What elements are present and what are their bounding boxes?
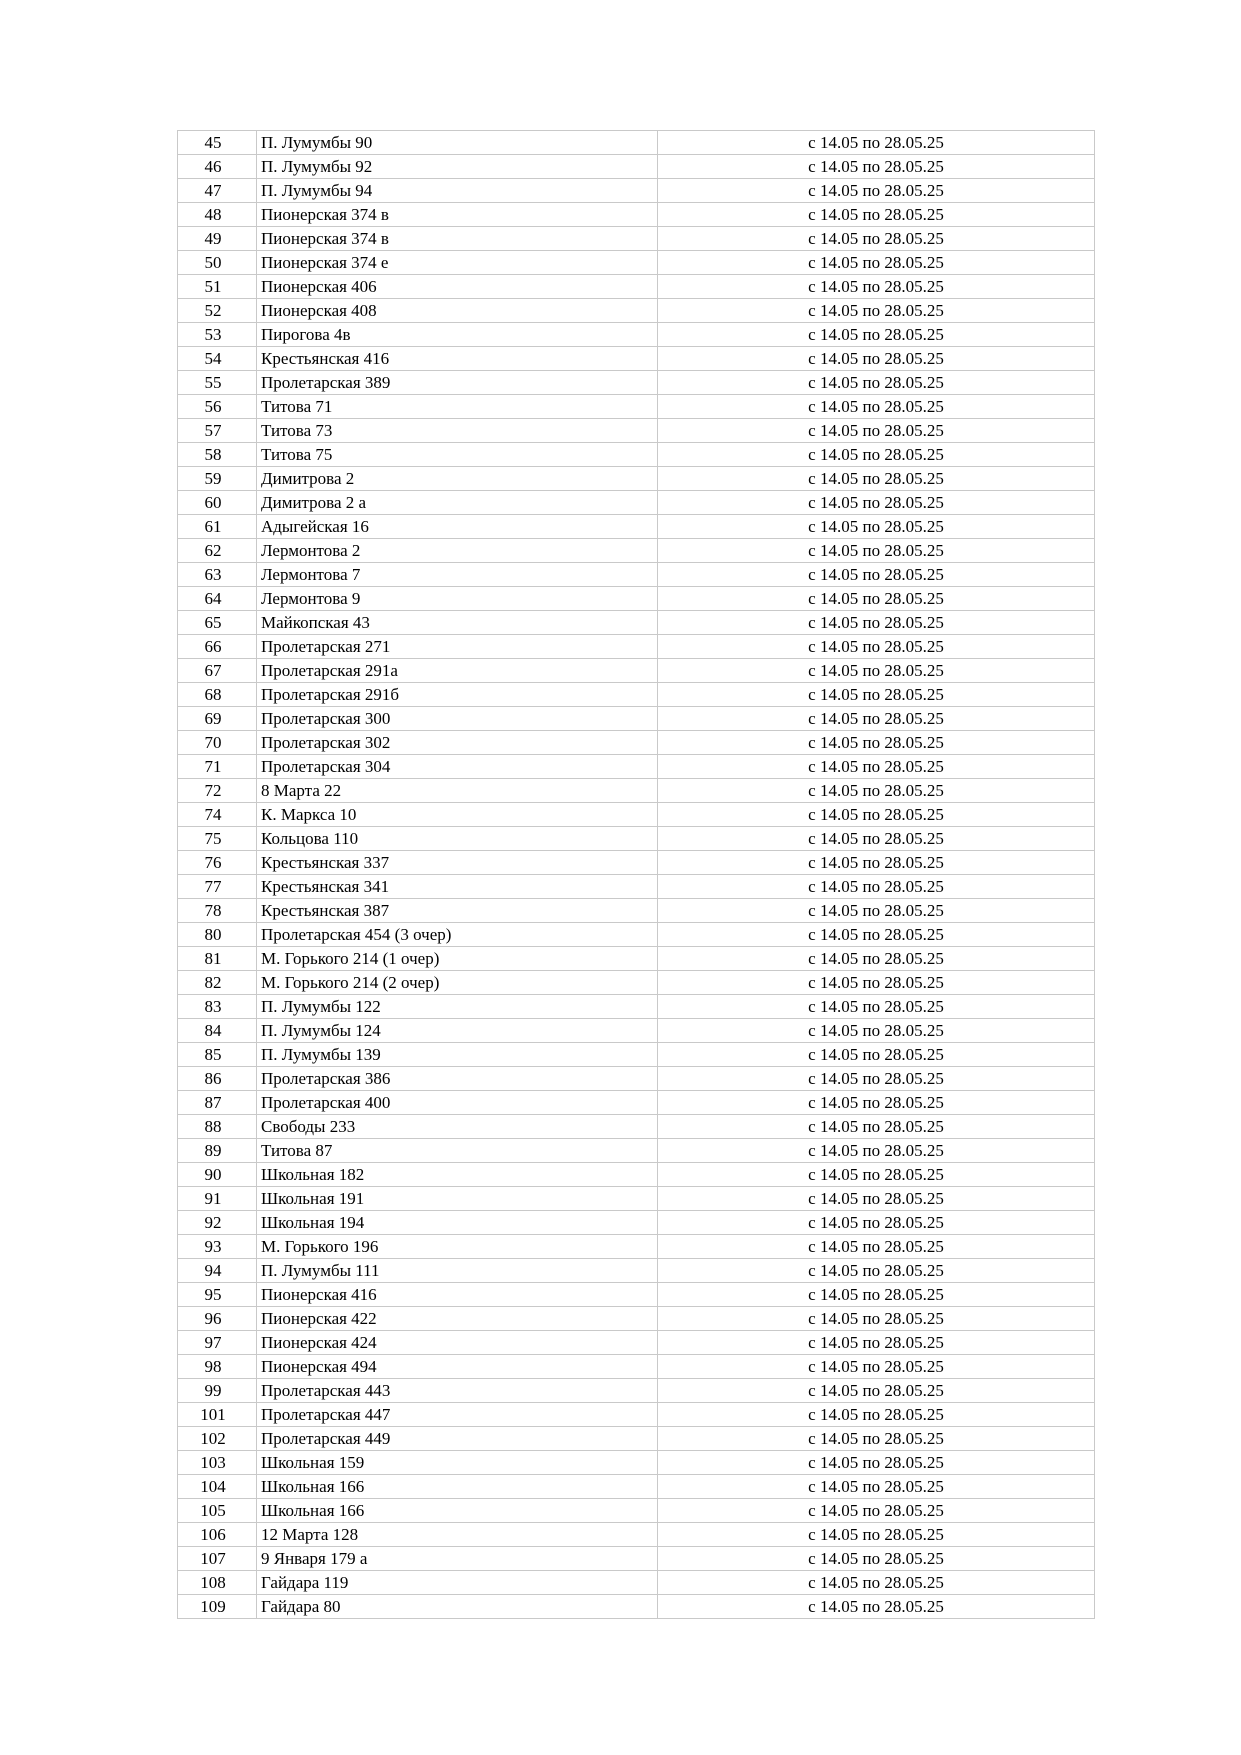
address-cell: Пролетарская 443 [257,1379,658,1403]
table-row [178,1235,1095,1259]
period-cell: с 14.05 по 28.05.25 [658,851,1095,875]
address-cell: 9 Января 179 а [257,1547,658,1571]
table-row [178,779,1095,803]
address-cell: Димитрова 2 а [257,491,658,515]
period-cell: с 14.05 по 28.05.25 [658,1067,1095,1091]
row-number-cell: 78 [178,899,257,923]
address-cell: Школьная 191 [257,1187,658,1211]
row-number-cell: 93 [178,1235,257,1259]
address-cell: Пионерская 374 в [257,227,658,251]
period-cell: с 14.05 по 28.05.25 [658,1139,1095,1163]
table-row [178,539,1095,563]
table-row [178,1403,1095,1427]
address-cell: К. Маркса 10 [257,803,658,827]
row-number-cell: 75 [178,827,257,851]
row-number-cell: 97 [178,1331,257,1355]
address-cell: Лермонтова 2 [257,539,658,563]
table-row [178,755,1095,779]
row-number-cell: 65 [178,611,257,635]
period-cell: с 14.05 по 28.05.25 [658,1499,1095,1523]
address-cell: Лермонтова 9 [257,587,658,611]
table-row [178,659,1095,683]
table-row [178,419,1095,443]
row-number-cell: 46 [178,155,257,179]
table-row [178,1139,1095,1163]
table-row [178,179,1095,203]
address-cell: Титова 71 [257,395,658,419]
period-cell: с 14.05 по 28.05.25 [658,971,1095,995]
table-row [178,467,1095,491]
table-row [178,1427,1095,1451]
row-number-cell: 101 [178,1403,257,1427]
period-cell: с 14.05 по 28.05.25 [658,1523,1095,1547]
table-row [178,827,1095,851]
table-row [178,1163,1095,1187]
table-row [178,395,1095,419]
table-row [178,1451,1095,1475]
table-row [178,227,1095,251]
address-cell: Пролетарская 291б [257,683,658,707]
period-cell: с 14.05 по 28.05.25 [658,1211,1095,1235]
row-number-cell: 105 [178,1499,257,1523]
table-row [178,1067,1095,1091]
period-cell: с 14.05 по 28.05.25 [658,899,1095,923]
address-cell: Школьная 166 [257,1499,658,1523]
table-row [178,275,1095,299]
address-cell: Пролетарская 386 [257,1067,658,1091]
table-row [178,731,1095,755]
row-number-cell: 45 [178,131,257,155]
address-cell: Пионерская 416 [257,1283,658,1307]
period-cell: с 14.05 по 28.05.25 [658,779,1095,803]
row-number-cell: 70 [178,731,257,755]
table-row [178,1043,1095,1067]
row-number-cell: 90 [178,1163,257,1187]
address-cell: Пролетарская 271 [257,635,658,659]
table-row [178,563,1095,587]
table-row [178,155,1095,179]
period-cell: с 14.05 по 28.05.25 [658,1331,1095,1355]
table-row [178,587,1095,611]
table-row [178,323,1095,347]
period-cell: с 14.05 по 28.05.25 [658,395,1095,419]
table-row [178,611,1095,635]
table-row [178,1571,1095,1595]
period-cell: с 14.05 по 28.05.25 [658,707,1095,731]
period-cell: с 14.05 по 28.05.25 [658,1283,1095,1307]
address-cell: Школьная 166 [257,1475,658,1499]
period-cell: с 14.05 по 28.05.25 [658,1163,1095,1187]
period-cell: с 14.05 по 28.05.25 [658,1571,1095,1595]
row-number-cell: 84 [178,1019,257,1043]
period-cell: с 14.05 по 28.05.25 [658,635,1095,659]
address-cell: Свободы 233 [257,1115,658,1139]
address-cell: 8 Марта 22 [257,779,658,803]
table-row [178,1499,1095,1523]
row-number-cell: 50 [178,251,257,275]
row-number-cell: 83 [178,995,257,1019]
row-number-cell: 66 [178,635,257,659]
table-row [178,1523,1095,1547]
row-number-cell: 94 [178,1259,257,1283]
period-cell: с 14.05 по 28.05.25 [658,587,1095,611]
address-cell: Пролетарская 304 [257,755,658,779]
address-cell: Школьная 194 [257,1211,658,1235]
row-number-cell: 80 [178,923,257,947]
period-cell: с 14.05 по 28.05.25 [658,1355,1095,1379]
row-number-cell: 95 [178,1283,257,1307]
table-row [178,1283,1095,1307]
period-cell: с 14.05 по 28.05.25 [658,419,1095,443]
row-number-cell: 86 [178,1067,257,1091]
address-cell: Адыгейская 16 [257,515,658,539]
row-number-cell: 82 [178,971,257,995]
address-cell: Пролетарская 447 [257,1403,658,1427]
table-row [178,635,1095,659]
row-number-cell: 99 [178,1379,257,1403]
address-cell: Крестьянская 416 [257,347,658,371]
row-number-cell: 56 [178,395,257,419]
period-cell: с 14.05 по 28.05.25 [658,947,1095,971]
period-cell: с 14.05 по 28.05.25 [658,803,1095,827]
period-cell: с 14.05 по 28.05.25 [658,1379,1095,1403]
address-cell: Пионерская 424 [257,1331,658,1355]
period-cell: с 14.05 по 28.05.25 [658,755,1095,779]
period-cell: с 14.05 по 28.05.25 [658,1259,1095,1283]
period-cell: с 14.05 по 28.05.25 [658,299,1095,323]
table-row [178,947,1095,971]
table-row [178,1547,1095,1571]
row-number-cell: 92 [178,1211,257,1235]
address-cell: П. Лумумбы 111 [257,1259,658,1283]
address-cell: Школьная 159 [257,1451,658,1475]
period-cell: с 14.05 по 28.05.25 [658,227,1095,251]
address-cell: Школьная 182 [257,1163,658,1187]
row-number-cell: 89 [178,1139,257,1163]
row-number-cell: 53 [178,323,257,347]
row-number-cell: 88 [178,1115,257,1139]
address-cell: П. Лумумбы 94 [257,179,658,203]
period-cell: с 14.05 по 28.05.25 [658,1019,1095,1043]
period-cell: с 14.05 по 28.05.25 [658,515,1095,539]
period-cell: с 14.05 по 28.05.25 [658,563,1095,587]
period-cell: с 14.05 по 28.05.25 [658,1475,1095,1499]
row-number-cell: 85 [178,1043,257,1067]
table-row [178,251,1095,275]
address-cell: Пролетарская 389 [257,371,658,395]
row-number-cell: 76 [178,851,257,875]
row-number-cell: 72 [178,779,257,803]
table-row [178,371,1095,395]
table-row [178,1307,1095,1331]
row-number-cell: 108 [178,1571,257,1595]
row-number-cell: 71 [178,755,257,779]
address-cell: Пролетарская 300 [257,707,658,731]
address-cell: Крестьянская 337 [257,851,658,875]
period-cell: с 14.05 по 28.05.25 [658,275,1095,299]
table-row [178,1187,1095,1211]
row-number-cell: 47 [178,179,257,203]
address-cell: Пирогова 4в [257,323,658,347]
period-cell: с 14.05 по 28.05.25 [658,491,1095,515]
table-row [178,707,1095,731]
row-number-cell: 98 [178,1355,257,1379]
row-number-cell: 96 [178,1307,257,1331]
table-row [178,1211,1095,1235]
table-row [178,491,1095,515]
period-cell: с 14.05 по 28.05.25 [658,1427,1095,1451]
address-cell: Пионерская 494 [257,1355,658,1379]
row-number-cell: 51 [178,275,257,299]
period-cell: с 14.05 по 28.05.25 [658,827,1095,851]
period-cell: с 14.05 по 28.05.25 [658,323,1095,347]
row-number-cell: 64 [178,587,257,611]
row-number-cell: 63 [178,563,257,587]
table-row [178,1091,1095,1115]
table-row [178,1475,1095,1499]
table-row [178,1331,1095,1355]
row-number-cell: 87 [178,1091,257,1115]
row-number-cell: 103 [178,1451,257,1475]
row-number-cell: 60 [178,491,257,515]
row-number-cell: 59 [178,467,257,491]
row-number-cell: 104 [178,1475,257,1499]
address-cell: Пионерская 422 [257,1307,658,1331]
address-cell: П. Лумумбы 124 [257,1019,658,1043]
period-cell: с 14.05 по 28.05.25 [658,1235,1095,1259]
address-cell: М. Горького 196 [257,1235,658,1259]
period-cell: с 14.05 по 28.05.25 [658,1547,1095,1571]
address-cell: Пионерская 374 в [257,203,658,227]
period-cell: с 14.05 по 28.05.25 [658,155,1095,179]
table-row [178,203,1095,227]
period-cell: с 14.05 по 28.05.25 [658,1307,1095,1331]
address-cell: Пионерская 408 [257,299,658,323]
table-row [178,347,1095,371]
row-number-cell: 68 [178,683,257,707]
period-cell: с 14.05 по 28.05.25 [658,251,1095,275]
table-row [178,875,1095,899]
table-row [178,803,1095,827]
period-cell: с 14.05 по 28.05.25 [658,683,1095,707]
table-row [178,1595,1095,1619]
address-cell: Пролетарская 454 (3 очер) [257,923,658,947]
table-row [178,995,1095,1019]
period-cell: с 14.05 по 28.05.25 [658,1091,1095,1115]
row-number-cell: 91 [178,1187,257,1211]
row-number-cell: 67 [178,659,257,683]
address-cell: Гайдара 80 [257,1595,658,1619]
table-row [178,851,1095,875]
address-cell: 12 Марта 128 [257,1523,658,1547]
period-cell: с 14.05 по 28.05.25 [658,467,1095,491]
row-number-cell: 62 [178,539,257,563]
address-cell: Пролетарская 449 [257,1427,658,1451]
table-row [178,299,1095,323]
table-row [178,515,1095,539]
row-number-cell: 69 [178,707,257,731]
period-cell: с 14.05 по 28.05.25 [658,923,1095,947]
address-cell: Титова 87 [257,1139,658,1163]
table-row [178,1019,1095,1043]
table-row [178,683,1095,707]
period-cell: с 14.05 по 28.05.25 [658,203,1095,227]
row-number-cell: 102 [178,1427,257,1451]
row-number-cell: 58 [178,443,257,467]
address-cell: Пионерская 406 [257,275,658,299]
address-cell: Титова 75 [257,443,658,467]
period-cell: с 14.05 по 28.05.25 [658,611,1095,635]
period-cell: с 14.05 по 28.05.25 [658,1187,1095,1211]
row-number-cell: 49 [178,227,257,251]
address-cell: Кольцова 110 [257,827,658,851]
address-cell: П. Лумумбы 92 [257,155,658,179]
table-row [178,1355,1095,1379]
address-cell: Крестьянская 341 [257,875,658,899]
table-row [178,443,1095,467]
period-cell: с 14.05 по 28.05.25 [658,131,1095,155]
row-number-cell: 109 [178,1595,257,1619]
address-cell: Димитрова 2 [257,467,658,491]
table-row [178,1259,1095,1283]
period-cell: с 14.05 по 28.05.25 [658,995,1095,1019]
row-number-cell: 52 [178,299,257,323]
address-cell: П. Лумумбы 122 [257,995,658,1019]
table-row [178,899,1095,923]
address-cell: Майкопская 43 [257,611,658,635]
table-row [178,923,1095,947]
address-cell: М. Горького 214 (1 очер) [257,947,658,971]
address-cell: П. Лумумбы 90 [257,131,658,155]
address-cell: Пролетарская 302 [257,731,658,755]
row-number-cell: 57 [178,419,257,443]
table-row [178,131,1095,155]
period-cell: с 14.05 по 28.05.25 [658,179,1095,203]
period-cell: с 14.05 по 28.05.25 [658,1403,1095,1427]
address-cell: Крестьянская 387 [257,899,658,923]
period-cell: с 14.05 по 28.05.25 [658,539,1095,563]
row-number-cell: 81 [178,947,257,971]
row-number-cell: 74 [178,803,257,827]
period-cell: с 14.05 по 28.05.25 [658,1595,1095,1619]
address-cell: П. Лумумбы 139 [257,1043,658,1067]
period-cell: с 14.05 по 28.05.25 [658,1451,1095,1475]
period-cell: с 14.05 по 28.05.25 [658,1043,1095,1067]
address-cell: Лермонтова 7 [257,563,658,587]
address-cell: Пионерская 374 е [257,251,658,275]
row-number-cell: 77 [178,875,257,899]
period-cell: с 14.05 по 28.05.25 [658,347,1095,371]
row-number-cell: 48 [178,203,257,227]
address-cell: М. Горького 214 (2 очер) [257,971,658,995]
address-cell: Пролетарская 291а [257,659,658,683]
period-cell: с 14.05 по 28.05.25 [658,443,1095,467]
table-row [178,1115,1095,1139]
period-cell: с 14.05 по 28.05.25 [658,371,1095,395]
period-cell: с 14.05 по 28.05.25 [658,1115,1095,1139]
row-number-cell: 54 [178,347,257,371]
row-number-cell: 106 [178,1523,257,1547]
address-cell: Пролетарская 400 [257,1091,658,1115]
address-cell: Гайдара 119 [257,1571,658,1595]
row-number-cell: 107 [178,1547,257,1571]
address-cell: Титова 73 [257,419,658,443]
period-cell: с 14.05 по 28.05.25 [658,875,1095,899]
table-row [178,971,1095,995]
period-cell: с 14.05 по 28.05.25 [658,731,1095,755]
period-cell: с 14.05 по 28.05.25 [658,659,1095,683]
row-number-cell: 55 [178,371,257,395]
row-number-cell: 61 [178,515,257,539]
table-row [178,1379,1095,1403]
schedule-table [177,130,1095,1619]
schedule-table-body [178,131,1095,1619]
